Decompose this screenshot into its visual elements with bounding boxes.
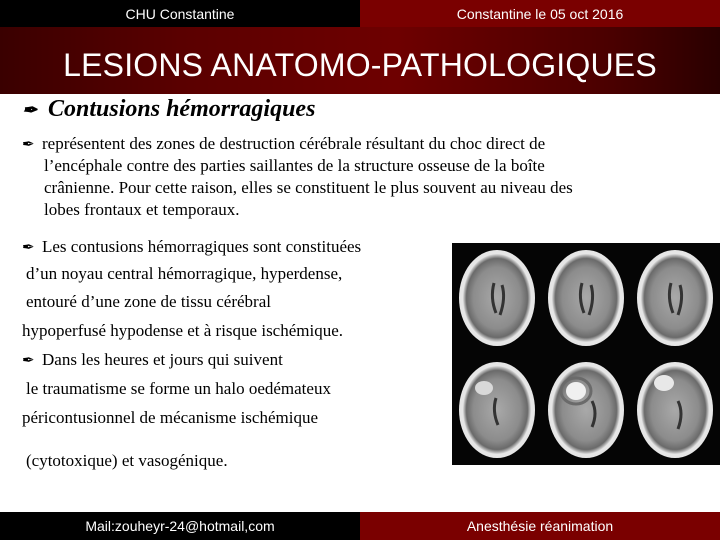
footer-department: Anesthésie réanimation (360, 512, 720, 540)
body-line-7: entouré d’une zone de tissu cérébral (26, 292, 271, 311)
body-line-12: (cytotoxique) et vasogénique. (26, 451, 228, 470)
body-line-3: crânienne. Pour cette raison, elles se constituent le plus souvent au niveau des (44, 178, 573, 197)
footer-bar (0, 512, 720, 540)
body-line-1: ✒ représentent des zones de destruction cérébrale résultant du choc direct de (22, 133, 545, 156)
pen-nib-bullet-icon: ✒ (22, 137, 35, 153)
header-institution: CHU Constantine (0, 0, 360, 27)
header-bar (0, 0, 720, 27)
section-heading (22, 96, 315, 123)
ct-scan-4 (459, 362, 535, 458)
body-line-11: péricontusionnel de mécanisme ischémique (22, 408, 318, 427)
body-line-8: hypoperfusé hypodense et à risque ischémique. (22, 321, 344, 340)
pen-nib-bullet-icon: ✒ (22, 100, 38, 120)
body-line-5: ✒ Les contusions hémorragiques sont constituées (22, 236, 361, 259)
body-line-2: l’encéphale contre des parties saillantes de la structure osseuse de la boîte (44, 156, 545, 175)
header-date: Constantine le 05 oct 2016 (360, 0, 720, 27)
pen-nib-bullet-icon: ✒ (22, 240, 35, 256)
title-band (0, 27, 720, 94)
body-line-4: lobes frontaux et temporaux. (44, 200, 240, 219)
ct-scans-image (452, 243, 720, 465)
body-line-6: d’un noyau central hémorragique, hyperdense, (26, 264, 343, 283)
ct-scan-3 (637, 250, 713, 346)
ct-scan-grid (452, 243, 720, 465)
pen-nib-bullet-icon: ✒ (22, 353, 35, 369)
ct-scan-6 (637, 362, 713, 458)
body-line-10: le traumatisme se forme un halo oedémateux (26, 379, 331, 398)
footer-email: Mail:zouheyr-24@hotmail,com (0, 512, 360, 540)
slide-title: LESIONS ANATOMO-PATHOLOGIQUES (63, 47, 657, 83)
ct-scan-1 (459, 250, 535, 346)
ct-scan-2 (548, 250, 624, 346)
heading-text: Contusions hémorragiques (48, 96, 316, 122)
body-line-9: ✒ Dans les heures et jours qui suivent (22, 349, 283, 372)
ct-scan-5 (548, 362, 624, 458)
